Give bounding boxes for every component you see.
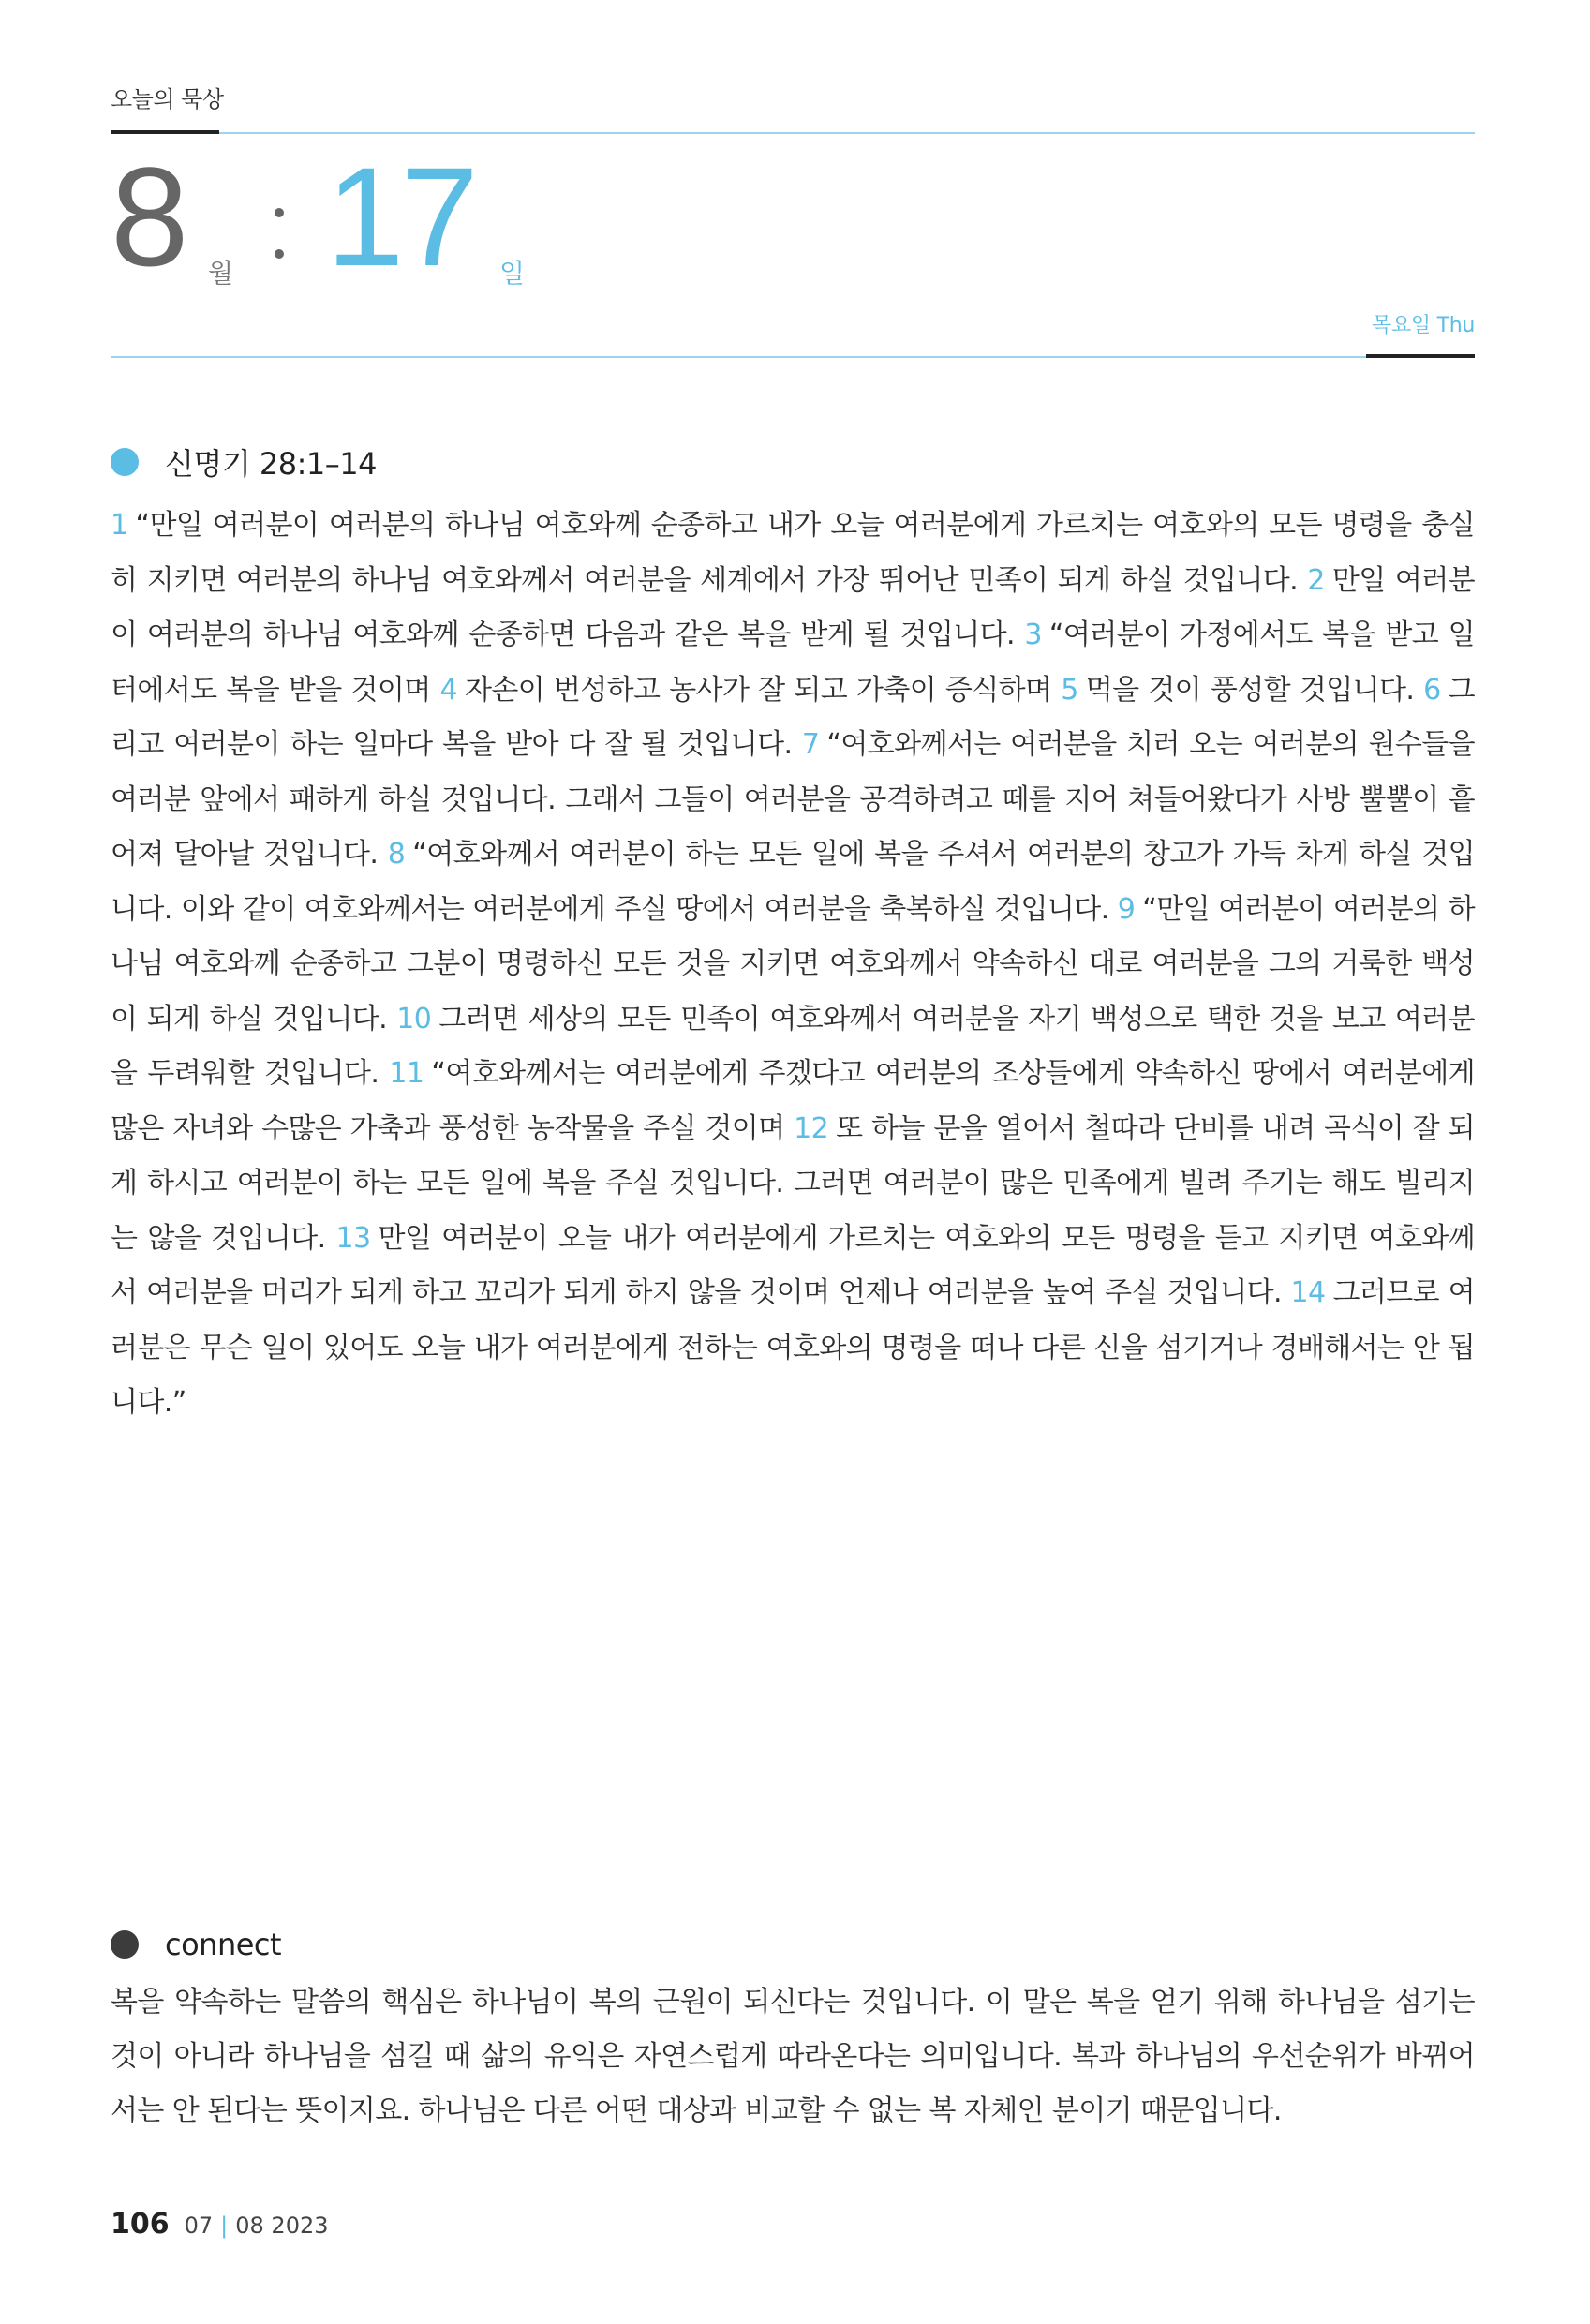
verse-text: 만일 여러분이 여러분의 하나님 여호와께 순종하면 다음과 같은 복을 받게 될 것입니다.	[111, 563, 1475, 651]
header-divider-accent	[111, 130, 219, 134]
verse-text: 자손이 번성하고 농사가 잘 되고 가축이 증식하며	[464, 673, 1052, 707]
verse-text: “여호와께서는 여러분에게 주겠다고 여러분의 조상들에게 약속하신 땅에서 여러분에게 많은 자녀와 수많은 가축과 풍성한 농작물을 주실 것이며	[111, 1057, 1476, 1145]
issue-month: 07	[184, 2212, 214, 2239]
day-number: 17	[326, 138, 475, 295]
month-unit: 월	[208, 258, 234, 289]
verse-text: “여호와께서는 여러분을 치러 오는 여러분의 원수들을 여러분 앞에서 패하게 하실 것입니다. 그래서 그들이 여러분을 공격하려고 떼를 지어 쳐들어왔다가 사방 뿔뿔이 흩어져 달아날 것입니다.	[111, 728, 1476, 871]
connect-heading	[111, 1927, 281, 1962]
page-footer	[111, 2208, 329, 2241]
verse-text: “만일 여러분이 여러분의 하나님 여호와께 순종하고 내가 오늘 여러분에게 가르치는 여호와의 모든 명령을 충실히 지키면 여러분의 하나님 여호와께서 여러분을 세계에서 가장 뛰어난 민족이 되게 하실 것입니다.	[111, 509, 1475, 597]
date-divider-accent	[1366, 354, 1475, 358]
verse-text: 그러므로 여러분은 무슨 일이 있어도 오늘 내가 여러분에게 전하는 여호와의 명령을 떠나 다른 신을 섬기거나 경배해서는 안 됩니다.”	[111, 1276, 1475, 1419]
verse-number: 14	[1290, 1276, 1326, 1309]
issue-date: 08 2023	[235, 2212, 329, 2239]
verse-number: 9	[1117, 892, 1136, 926]
verse-number: 7	[801, 728, 820, 761]
verse-number: 11	[389, 1057, 424, 1090]
scripture-body	[111, 499, 1475, 1431]
verse-number: 3	[1024, 618, 1042, 651]
connect-title: connect	[165, 1927, 282, 1962]
verse-number: 13	[335, 1221, 371, 1255]
verse-text: “여러분이 가정에서도 복을 받고 일터에서도 복을 받을 것이며	[111, 618, 1476, 707]
date-divider	[111, 356, 1475, 358]
verse-text: “만일 여러분이 여러분의 하나님 여호와께 순종하고 그분이 명령하신 모든 것을 지키면 여호와께서 약속하신 대로 여러분을 그의 거룩한 백성이 되게 하실 것입니다.	[111, 892, 1475, 1035]
month-number: 8	[111, 138, 186, 295]
verse-number: 4	[439, 673, 457, 707]
verse-text: 먹을 것이 풍성할 것입니다.	[1085, 673, 1415, 707]
verse-number: 10	[396, 1002, 432, 1035]
day-unit: 일	[499, 258, 526, 289]
bullet-dot-icon	[111, 448, 139, 476]
verse-text: 또 하늘 문을 열어서 철따라 단비를 내려 곡식이 잘 되게 하시고 여러분이 하는 모든 일에 복을 주실 것입니다. 그러면 여러분이 많은 민족에게 빌려 주기는 해도 빌리지는 않을 것입니다.	[111, 1111, 1476, 1255]
header-divider	[111, 132, 1475, 134]
verse-text: “여호와께서 여러분이 하는 모든 일에 복을 주셔서 여러분의 창고가 가득 차게 하실 것입니다. 이와 같이 여호와께서는 여러분에게 주실 땅에서 여러분을 축복하실 것입니다.	[111, 838, 1475, 926]
page-number: 106	[111, 2208, 170, 2241]
verse-number: 8	[387, 838, 406, 871]
verse-number: 12	[794, 1111, 829, 1145]
verse-text: 그리고 여러분이 하는 일마다 복을 받아 다 잘 될 것입니다.	[111, 673, 1475, 761]
section-title: 오늘의 묵상	[111, 86, 224, 112]
verse-number: 2	[1307, 563, 1325, 597]
weekday-label: 목요일 Thu	[1372, 314, 1475, 337]
verse-text: 그러면 세상의 모든 민족이 여호와께서 여러분을 자기 백성으로 택한 것을 보고 여러분을 두려워할 것입니다.	[111, 1002, 1475, 1090]
verse-number: 5	[1061, 673, 1078, 707]
connect-body: 복을 약속하는 말씀의 핵심은 하나님이 복의 근원이 되신다는 것입니다. 이 말은 복을 얻기 위해 하나님을 섬기는 것이 아니라 하나님을 섬길 때 삶의 유익은 자연스럽게 따라온다는 의미입니다. 복과 하나님의 우선순위가 바뀌어서는 안 된다는 뜻이지요. 하나님은 다른 어떤 대상과 비교할 수 없는 복 자체인 분이기 때문입니다.	[111, 1986, 1475, 2127]
date-colon	[270, 150, 289, 290]
scripture-heading	[111, 440, 377, 484]
verse-number: 6	[1423, 673, 1441, 707]
bullet-dot-icon	[111, 1930, 139, 1959]
verse-number: 1	[111, 509, 128, 542]
issue-separator: |	[220, 2212, 229, 2239]
scripture-reference: 신명기 28:1–14	[165, 446, 377, 482]
verse-text: 만일 여러분이 오늘 내가 여러분에게 가르치는 여호와의 모든 명령을 듣고 지키면 여호와께서 여러분을 머리가 되게 하고 꼬리가 되게 하지 않을 것이며 언제나 여러분을 높여 주실 것입니다.	[111, 1221, 1476, 1309]
